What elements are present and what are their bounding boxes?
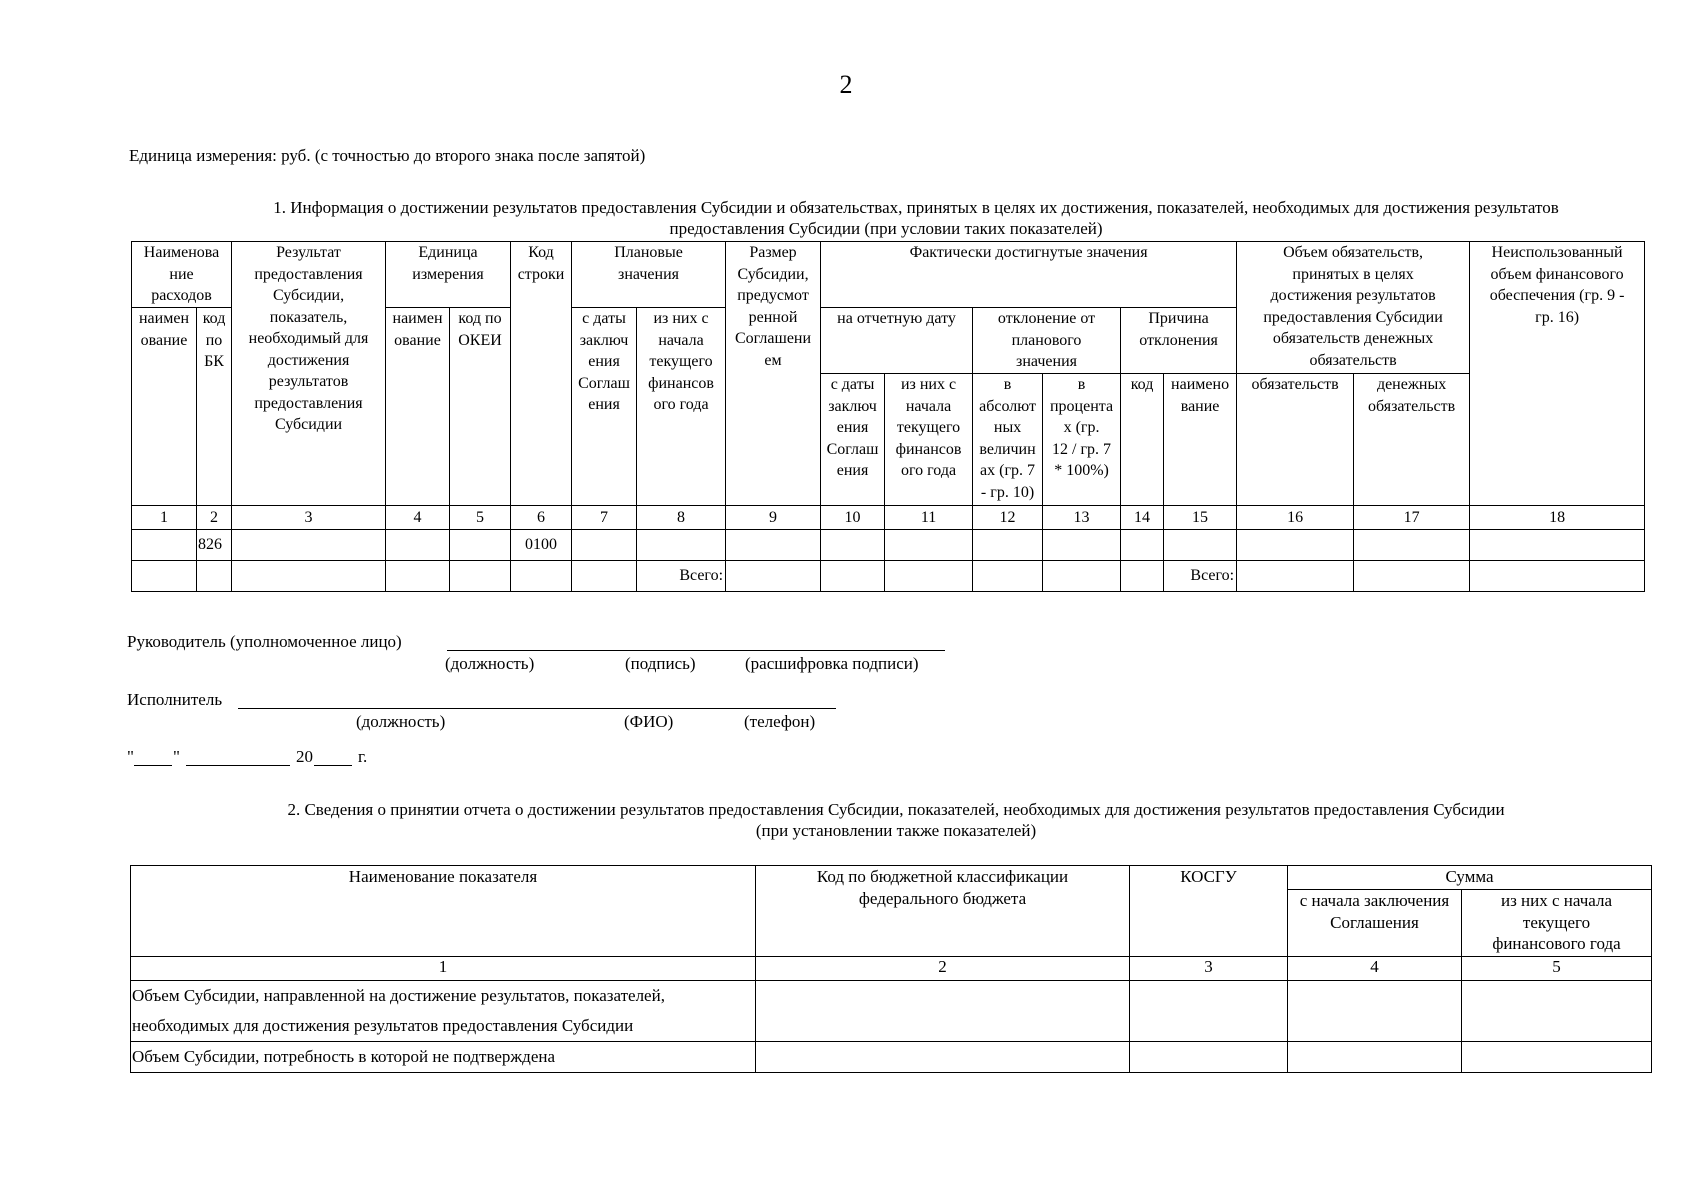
col-num: 17 <box>1354 506 1470 530</box>
header-reporting-date: на отчетную дату <box>821 308 973 374</box>
col-num: 3 <box>1130 957 1288 981</box>
date-year-prefix: 20 <box>296 747 313 766</box>
head-signature-line[interactable] <box>447 650 945 651</box>
cell-empty[interactable] <box>756 981 1130 1042</box>
table-row <box>132 530 1645 561</box>
header-actual: Фактически достигнутые значения <box>821 242 1237 308</box>
section1-title-line2: предоставления Субсидии (при условии таких показателей) <box>669 219 1103 238</box>
row-label-directed: Объем Субсидии, направленной на достижение результатов, показателей, необходимых для достижения результатов предоставления Субсидии <box>131 981 756 1042</box>
report-acceptance-table <box>130 865 1652 1073</box>
cell-empty[interactable] <box>232 530 386 561</box>
section2-title-line2: (при установлении также показателей) <box>755 821 1037 840</box>
head-label: Руководитель (уполномоченное лицо) <box>127 632 402 651</box>
header-unused: Неиспользованный объем финансового обеспечения (гр. 9 - гр. 16) <box>1470 242 1645 506</box>
col-num: 14 <box>1121 506 1164 530</box>
header-line-code: Код строки <box>511 242 572 506</box>
col-num: 7 <box>572 506 637 530</box>
date-quote-open: " <box>127 747 134 766</box>
caption-fio: (ФИО) <box>624 712 674 731</box>
header-planned: Плановые значения <box>572 242 726 308</box>
cell-empty[interactable] <box>973 530 1043 561</box>
col-num: 8 <box>637 506 726 530</box>
header-obligations-col: обязательств <box>1237 374 1354 506</box>
page-number: 2 <box>839 70 853 99</box>
header-reason-name: наимено вание <box>1164 374 1237 506</box>
cell-empty[interactable] <box>1121 530 1164 561</box>
cell-empty[interactable] <box>1470 530 1645 561</box>
cell-empty[interactable] <box>386 530 450 561</box>
cell-empty[interactable] <box>885 530 973 561</box>
cell-empty[interactable] <box>572 561 637 592</box>
cell-empty[interactable] <box>1470 561 1645 592</box>
cell-empty[interactable] <box>1237 561 1354 592</box>
cell-empty[interactable] <box>1043 530 1121 561</box>
col-num: 2 <box>197 506 232 530</box>
unit-note: Единица измерения: руб. (с точностью до второго знака после запятой) <box>129 146 646 165</box>
cell-empty[interactable] <box>1462 1042 1652 1073</box>
cell-empty[interactable] <box>450 530 511 561</box>
header-reason-code: код <box>1121 374 1164 506</box>
date-year-line[interactable] <box>314 765 352 766</box>
cell-empty[interactable] <box>197 561 232 592</box>
cell-empty[interactable] <box>1130 1042 1288 1073</box>
col-num: 1 <box>132 506 197 530</box>
header-planned-from-year: из них с начала текущего финансов ого года <box>637 308 726 506</box>
col-num: 13 <box>1043 506 1121 530</box>
header-monetary: денежных обязательств <box>1354 374 1470 506</box>
header-deviation-abs: в абсолют ных величин ах (гр. 7 - гр. 10) <box>973 374 1043 506</box>
header-actual-from-year: из них с начала текущего финансов ого года <box>885 374 973 506</box>
col-num: 12 <box>973 506 1043 530</box>
col-num: 4 <box>386 506 450 530</box>
header-okei: код по ОКЕИ <box>450 308 511 506</box>
header-from-year: из них с начала текущего финансового года <box>1462 890 1652 957</box>
cell-empty[interactable] <box>726 530 821 561</box>
header-sum: Сумма <box>1288 866 1652 890</box>
cell-empty[interactable] <box>1354 561 1470 592</box>
header-name: наимен ование <box>132 308 197 506</box>
total-row <box>132 561 1645 592</box>
header-expense-name: Наименова ние расходов <box>132 242 232 308</box>
cell-empty[interactable] <box>885 561 973 592</box>
cell-empty[interactable] <box>973 561 1043 592</box>
caption-signature: (подпись) <box>625 654 696 673</box>
cell-empty[interactable] <box>726 561 821 592</box>
header-subsidy-size: Размер Субсидии, предусмот ренной Соглашени ем <box>726 242 821 506</box>
header-unit-name: наимен ование <box>386 308 450 506</box>
results-table <box>131 241 1645 592</box>
col-num: 11 <box>885 506 973 530</box>
col-num: 1 <box>131 957 756 981</box>
column-numbers-row <box>131 957 1652 981</box>
col-num: 4 <box>1288 957 1462 981</box>
cell-empty[interactable] <box>386 561 450 592</box>
caption-position: (должность) <box>445 654 535 673</box>
cell-empty[interactable] <box>1288 981 1462 1042</box>
col-num: 6 <box>511 506 572 530</box>
cell-empty[interactable] <box>511 561 572 592</box>
cell-kbk[interactable]: 826 <box>197 530 232 561</box>
cell-empty[interactable] <box>1354 530 1470 561</box>
cell-empty[interactable] <box>572 530 637 561</box>
col-num: 2 <box>756 957 1130 981</box>
total-label-planned: Всего: <box>637 561 726 592</box>
cell-empty[interactable] <box>821 530 885 561</box>
executor-signature-line[interactable] <box>238 708 836 709</box>
date-year-suffix: г. <box>358 747 368 766</box>
row-label-unconfirmed: Объем Субсидии, потребность в которой не подтверждена <box>131 1042 756 1073</box>
cell-empty[interactable] <box>1288 1042 1462 1073</box>
header-result: Результат предоставления Субсидии, показатель, необходимый для достижения результатов предоставления Субсидии <box>232 242 386 506</box>
header-from-agreement: с начала заключения Соглашения <box>1288 890 1462 957</box>
header-deviation: отклонение от планового значения <box>973 308 1121 374</box>
col-num: 5 <box>1462 957 1652 981</box>
section2-title-line1: 2. Сведения о принятии отчета о достижении результатов предоставления Субсидии, показателей, необходимых для достижения результатов предоставления Субсидии <box>287 800 1505 819</box>
col-num: 16 <box>1237 506 1354 530</box>
cell-empty[interactable] <box>821 561 885 592</box>
total-label-reason: Всего: <box>1164 561 1237 592</box>
col-num: 10 <box>821 506 885 530</box>
date-quote-close: " <box>173 747 180 766</box>
header-obligations: Объем обязательств, принятых в целях достижения результатов предоставления Субсидии обязательств денежных обязательств <box>1237 242 1470 374</box>
caption-decoding: (расшифровка подписи) <box>745 654 919 673</box>
header-reason: Причина отклонения <box>1121 308 1237 374</box>
header-kbk: код по БК <box>197 308 232 506</box>
header-deviation-pct: в процента х (гр. 12 / гр. 7 * 100%) <box>1043 374 1121 506</box>
col-num: 5 <box>450 506 511 530</box>
col-num: 18 <box>1470 506 1645 530</box>
col-num: 3 <box>232 506 386 530</box>
column-numbers-row <box>132 506 1645 530</box>
date-month-line[interactable] <box>186 765 290 766</box>
executor-label: Исполнитель <box>127 690 223 709</box>
cell-empty[interactable] <box>1043 561 1121 592</box>
cell-empty[interactable] <box>1462 981 1652 1042</box>
table-row <box>131 981 1652 1042</box>
header-planned-from-agreement: с даты заключ ения Соглаш ения <box>572 308 637 506</box>
col-num: 9 <box>726 506 821 530</box>
header-kosgu: КОСГУ <box>1130 866 1288 957</box>
caption-position: (должность) <box>356 712 446 731</box>
cell-empty[interactable] <box>637 530 726 561</box>
header-actual-from-agreement: с даты заключ ения Соглаш ения <box>821 374 885 506</box>
date-day-line[interactable] <box>134 765 172 766</box>
cell-empty[interactable] <box>1237 530 1354 561</box>
cell-empty[interactable] <box>1121 561 1164 592</box>
cell-empty[interactable] <box>232 561 386 592</box>
header-budget-code: Код по бюджетной классификации федерального бюджета <box>756 866 1130 957</box>
cell-empty[interactable] <box>756 1042 1130 1073</box>
cell-empty[interactable] <box>1164 530 1237 561</box>
header-indicator: Наименование показателя <box>131 866 756 957</box>
cell-line-code[interactable]: 0100 <box>511 530 572 561</box>
cell-empty[interactable] <box>1130 981 1288 1042</box>
cell-empty[interactable] <box>450 561 511 592</box>
cell-empty[interactable] <box>132 530 197 561</box>
section1-title-line1: 1. Информация о достижении результатов предоставления Субсидии и обязательствах, принятых в целях их достижения, показателей, необходимых для достижения результатов <box>273 198 1559 217</box>
col-num: 15 <box>1164 506 1237 530</box>
caption-phone: (телефон) <box>744 712 816 731</box>
header-unit: Единица измерения <box>386 242 511 308</box>
table-row <box>131 1042 1652 1073</box>
cell-empty[interactable] <box>132 561 197 592</box>
